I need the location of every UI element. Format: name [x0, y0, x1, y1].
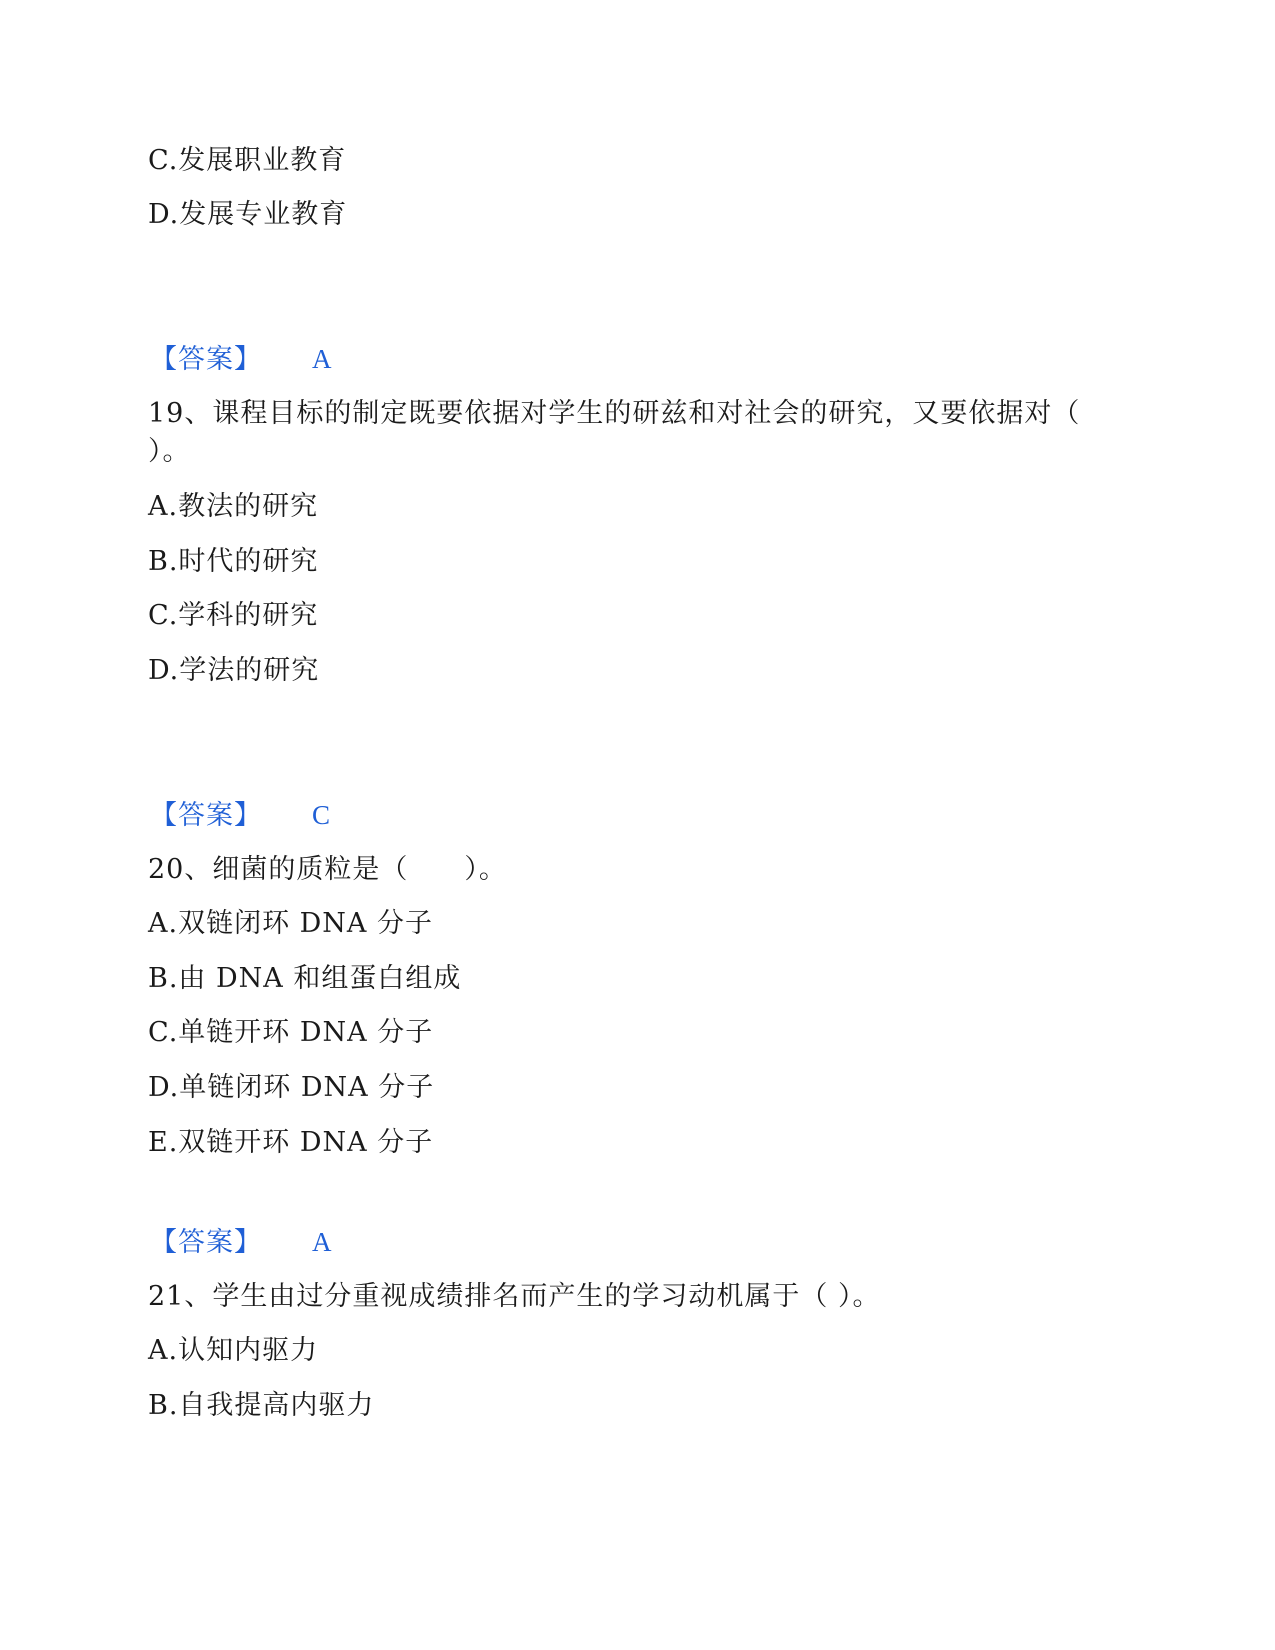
answer-value: A — [312, 1227, 332, 1257]
q21-option-a: A.认知内驱力 — [148, 1335, 319, 1366]
q20-option-b: B.由 DNA 和组蛋白组成 — [148, 963, 462, 994]
answer-19 — [150, 798, 330, 833]
q20-option-d: D.单链闭环 DNA 分子 — [148, 1072, 435, 1103]
q19-option-b: B.时代的研究 — [148, 546, 319, 577]
q19-option-a: A.教法的研究 — [148, 491, 319, 522]
q19-stem-line2: ）。 — [148, 436, 191, 467]
q19-option-c: C.学科的研究 — [148, 600, 319, 631]
q20-option-a: A.双链闭环 DNA 分子 — [148, 908, 434, 939]
answer-value: A — [312, 344, 332, 374]
q21-option-b: B.自我提高内驱力 — [148, 1390, 375, 1421]
answer-20 — [150, 1225, 332, 1260]
q18-option-c: C.发展职业教育 — [148, 145, 347, 176]
answer-18 — [150, 342, 332, 377]
answer-label: 【答案】 — [150, 344, 262, 375]
answer-label: 【答案】 — [150, 800, 262, 831]
q20-option-c: C.单链开环 DNA 分子 — [148, 1017, 434, 1048]
q19-stem-line1: 19、课程目标的制定既要依据对学生的研兹和对社会的研究，又要依据对（ — [148, 398, 1081, 429]
q19-option-d: D.学法的研究 — [148, 655, 320, 686]
answer-label: 【答案】 — [150, 1227, 262, 1258]
answer-value: C — [312, 800, 331, 830]
q20-option-e: E.双链开环 DNA 分子 — [148, 1127, 434, 1158]
q18-option-d: D.发展专业教育 — [148, 199, 348, 230]
q21-stem: 21、学生由过分重视成绩排名而产生的学习动机属于（ ）。 — [148, 1281, 881, 1312]
q20-stem: 20、细菌的质粒是（ ）。 — [148, 854, 507, 885]
